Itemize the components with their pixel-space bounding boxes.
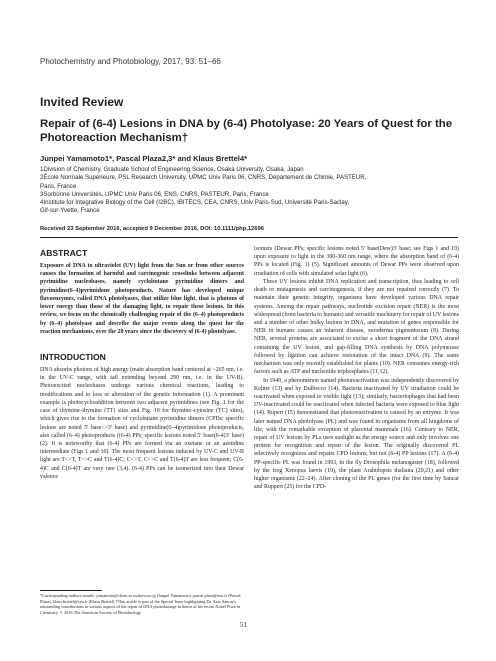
- article-title: Repair of (6-4) Lesions in DNA by (6-4) Photolyase: 20 Years of Quest for the Photoreaction Mechanism†: [40, 118, 453, 144]
- abstract-body: Exposure of DNA to ultraviolet (UV) light from the Sun or from other sources causes the formation of harmful and carcinogenic crosslinks between adjacent pyrimidine nucleobases, namely cyclobutane pyrimidine dimers and pyrimidine(6–4)pyrimidone photoproducts. Nature has developed unique flavoenzymes, called DNA photolyases, that utilize blue light, that is photons of lower energy than those of the damaging light, to repair these lesions. In this review, we focus on the chemically challenging repair of the (6–4) photoproducts by (6–4) photolyase and describe the major events along the quest for the reaction mechanisms, over the 20 years since the discovery of (6-4) photolyase.: [40, 263, 244, 335]
- affiliation-line: Gif-sur-Yvette, France: [40, 207, 100, 215]
- affiliation-line: 3Sorbonne Universités, UPMC Univ Paris 06, ENS, CNRS, PASTEUR, Paris, France: [40, 190, 269, 198]
- affiliation-line: 4Institute for Integrative Biology of the Cell (I2BC), IBITECS, CEA, CNRS, Univ Paris-Sud, Université Paris-Saclay,: [40, 199, 350, 207]
- paragraph: These UV lesions inhibit DNA replication and transcription, thus leading to cell death or mutagenesis and carcinogenesis, if they are not repaired correctly (7). To maintain their genetic integrity, organisms have developed various DNA repair systems. Among the repair pathways, nucleotide excision repair (NER) is the most widespread (from bacteria to humans) and versatile machinery for repair of UV lesions and a number of other bulky lesions in DNA, and mutation of genes responsible for NER in humans causes an inherent disease, xeroderma pigmentosum (8). During NER, several proteins are associated to excise a short fragment of the DNA strand containing the UV lesion, and gap-filling DNA synthesis by DNA polymerase followed by ligation can achieve restoration of the intact DNA (9). The same mechanism was only recently established for plants (10). NER consumes energy-rich factors such as ATP and nucleotide triphosphates (11,12).: [254, 278, 460, 376]
- affiliation-line: Paris, France: [40, 182, 77, 190]
- abstract-heading: ABSTRACT: [40, 248, 88, 258]
- paragraph: isomers (Dewar PPs; specific lesions noted 5′ base(Dew)3′ base; see Figs 1 and 10) upon exposure to light in the 300-360 nm range, where the absorption band of (6-4) PPs is located (Fig. 1) (5). Significant amounts of Dewar PPs were observed upon irradiation of cells with simulated solar light (6).: [254, 246, 459, 277]
- journal-citation: Photochemistry and Photobiology, 2017, 93: 51–66: [40, 57, 221, 66]
- right-column: [254, 245, 459, 492]
- author-list: Junpei Yamamoto1*, Pascal Plaza2,3* and Klaus Brettel4*: [40, 154, 248, 163]
- introduction-body: DNA absorbs photons of high energy (main absorption band centered at ~265 nm, i.e. in the UV-C range, with tail extending beyond 290 nm, i.e. in the UV-B). Photoexcited nucleobases undergo various chemical reactions, leading to modifications and to loss or alteration of the genetic information (1). A prominent example is photocycloaddition between two adjacent pyrimidines (see Fig. 1 for the case of thymine–thymine (TT) sites and Fig. 10 for thymine–cytosine (TC) sites), which gives rise to the formation of cyclobutane pyrimidine dimers (CPDs; specific lesions are noted 5′ base<>3′ base) and pyrimidine(6–4)pyrimidone photoproducts, also called (6–4) photoproducts ((6-4) PPs; specific lesions noted 5′ base(6-4)3′ base) (2). It is noteworthy that (6-4) PPs are formed via an oxetane or an azetidine intermediate (Figs 1 and 10). The most frequent lesions induced by UV-C and UV-B light are T<>T, T<>C and T(6-4)C; C<>T, C<>C and T(6-4)T are less frequent; C(6-4)C and C(6-4)T are very rare (3,4). (6-4) PPs can be isomerized into their Dewar valence: [40, 367, 244, 480]
- footnote-divider: [40, 590, 102, 591]
- header-divider: [40, 237, 458, 238]
- section-label: Invited Review: [40, 95, 124, 109]
- affiliation-line: 1Division of Chemistry, Graduate School of Engineering Science, Osaka University, Osaka, Japan: [40, 166, 304, 173]
- affiliation-line: 2École Normale Supérieure, PSL Research University, UPMC Univ Paris 06, CNRS, Département de Chimie, PASTEUR,: [40, 174, 367, 182]
- paragraph: In 1949, a phenomenon named photoreactivation was independently discovered by Kelner (13) and by Dulbecco (14). Bacteria inactivated by UV irradiation could be reactivated when exposed to visible light (13); similarly, bacteriophages that had been UV-inactivated could be reactivated when infected bacteria were exposed to blue light (14). Rupert (15) demonstrated that photoreactivation is caused by an enzyme. It was later named DNA photolyase (PL) and was found in organisms from all kingdoms of life, with the remarkable exception of placental mammals (16). Contrary to NER, repair of UV lesions by PLs uses sunlight as the energy source and only involves one protein for recognition and repair of the lesion. The originally discovered PL selectively recognizes and repairs CPD lesions, but not (6-4) PP lesions (17). A (6-4) PP-specific PL was found in 1993, in the fly Drosophila melanogaster (18), followed by the frog Xenopus laevis (19), the plant Arabidopsis thaliana (20,21) and other higher organisms (22–24). After cloning of the PL genes (for the first time by Sancar and Ruppert (25) for the CPD-: [254, 377, 459, 491]
- affiliations: [40, 166, 465, 216]
- page-number: 51: [240, 621, 247, 629]
- introduction-heading: INTRODUCTION: [40, 352, 106, 362]
- footnotes: *Corresponding authors emails: yamamoto@chem.es.osaka-u.ac.jp (Junpei Yamamoto), pascal.plaza@ens.fr (Pascal Plaza), klaus.brettel@cea.fr (Klaus Brettel) †This article is part of the Special Issue highlighting Dr. Aziz Sancar's outstanding contributions to various aspects of the repair of DNA photodamage in honor of his recent Nobel Prize in Chemistry. © 2016 The American Society of Photobiology: [40, 593, 241, 616]
- received-dates-doi: Received 23 September 2016, accepted 9 December 2016, DOI: 10.1111/php.12696: [40, 226, 264, 232]
